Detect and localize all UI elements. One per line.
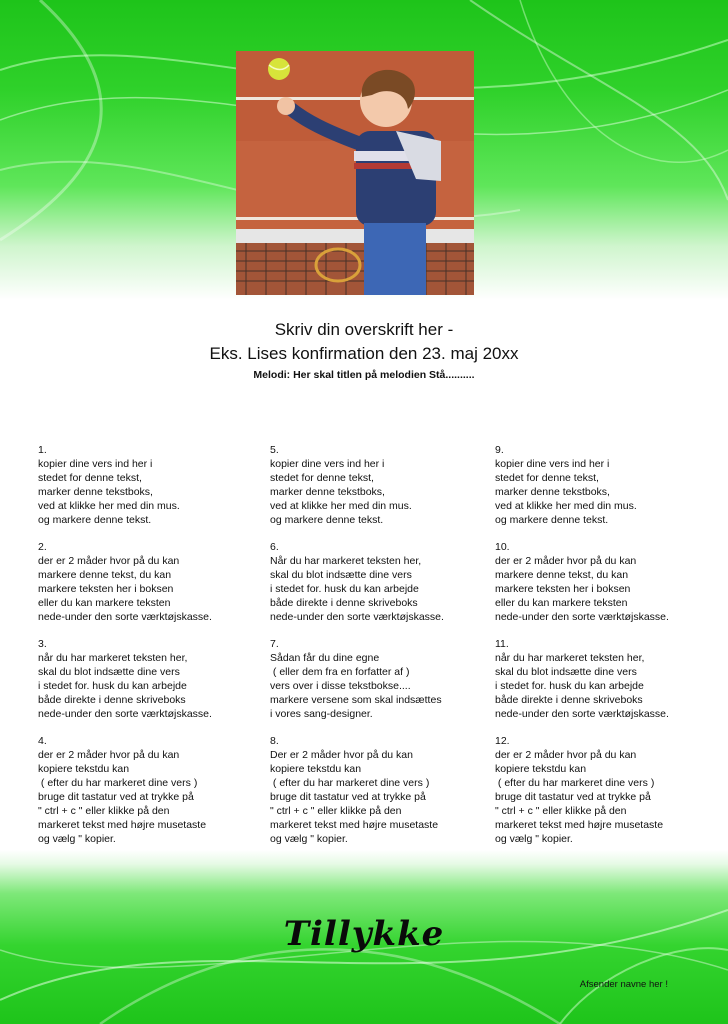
verse-text: der er 2 måder hvor på du kan markere denne tekst, du kan markere teksten her i boksen eller du kan markere teksten nede-under den sorte værktøjskasse. <box>495 555 669 623</box>
verse-2[interactable] <box>38 540 253 624</box>
page-title <box>0 318 728 366</box>
verse-number: 1. <box>38 444 47 456</box>
child-tennis-photo <box>236 51 474 295</box>
verse-number: 7. <box>270 638 279 650</box>
verse-text: Der er 2 måder hvor på du kan kopiere tekstdu kan ( efter du har markeret dine vers ) bruge dit tastatur ved at trykke på " ctrl + c " eller klikke på den markeret tekst med højre musetaste og vælg " kopier. <box>270 749 439 845</box>
verse-number: 4. <box>38 735 47 747</box>
verse-4[interactable] <box>38 734 253 846</box>
verse-number: 9. <box>495 444 504 456</box>
verse-5[interactable] <box>270 443 485 527</box>
verse-text: kopier dine vers ind her i stedet for denne tekst, marker denne tekstboks, ved at klikke her med din mus. og markere denne tekst. <box>38 458 180 526</box>
verses-grid <box>38 443 718 853</box>
verse-1[interactable] <box>38 443 253 527</box>
verse-number: 3. <box>38 638 47 650</box>
verse-number: 5. <box>270 444 279 456</box>
melody-line: Melodi: Her skal titlen på melodien Stå.......... <box>253 369 475 381</box>
verse-number: 8. <box>270 735 279 747</box>
verse-text: når du har markeret teksten her, skal du blot indsætte dine vers i stedet for. husk du kan arbejde både direkte i denne skriveboks nede-under den sorte værktøjskasse. <box>38 652 212 720</box>
verse-text: der er 2 måder hvor på du kan kopiere tekstdu kan ( efter du har markeret dine vers ) bruge dit tastatur ved at trykke på " ctrl + c " eller klikke på den markeret tekst med højre musetaste og vælg " kopier. <box>38 749 207 845</box>
verse-text: Når du har markeret teksten her, skal du blot indsætte dine vers i stedet for. husk du kan arbejde både direkte i denne skriveboks nede-under den sorte værktøjskasse. <box>270 555 444 623</box>
title-line-2: Eks. Lises konfirmation den 23. maj 20xx <box>209 344 519 363</box>
verse-number: 6. <box>270 541 279 553</box>
verse-text: der er 2 måder hvor på du kan kopiere tekstdu kan ( efter du har markeret dine vers ) bruge dit tastatur ved at trykke på " ctrl + c " eller klikke på den markeret tekst med højre musetaste og vælg " kopier. <box>495 749 664 845</box>
sender-name: Afsender navne her ! <box>579 979 668 990</box>
verse-3[interactable] <box>38 637 253 721</box>
verse-10[interactable] <box>495 540 710 624</box>
verse-9[interactable] <box>495 443 710 527</box>
verse-text: når du har markeret teksten her, skal du blot indsætte dine vers i stedet for. husk du kan arbejde både direkte i denne skriveboks nede-under den sorte værktøjskasse. <box>495 652 669 720</box>
verse-6[interactable] <box>270 540 485 624</box>
verse-number: 11. <box>495 638 509 650</box>
verse-text: Sådan får du dine egne ( eller dem fra en forfatter af ) vers over i disse tekstbokse.... markere versene som skal indsættes i vores sang-designer. <box>270 652 442 720</box>
greeting-text: Tillykke <box>283 914 445 954</box>
verse-number: 12. <box>495 735 510 747</box>
verse-text: der er 2 måder hvor på du kan markere denne tekst, du kan markere teksten her i boksen eller du kan markere teksten nede-under den sorte værktøjskasse. <box>38 555 212 623</box>
verse-text: kopier dine vers ind her i stedet for denne tekst, marker denne tekstboks, ved at klikke her med din mus. og markere denne tekst. <box>270 458 412 526</box>
verse-number: 2. <box>38 541 47 553</box>
verse-number: 10. <box>495 541 510 553</box>
verse-8[interactable] <box>270 734 485 846</box>
verse-7[interactable] <box>270 637 485 721</box>
verse-text: kopier dine vers ind her i stedet for denne tekst, marker denne tekstboks, ved at klikke her med din mus. og markere denne tekst. <box>495 458 637 526</box>
verse-12[interactable] <box>495 734 710 846</box>
title-line-1: Skriv din overskrift her - <box>274 320 454 339</box>
verse-11[interactable] <box>495 637 710 721</box>
